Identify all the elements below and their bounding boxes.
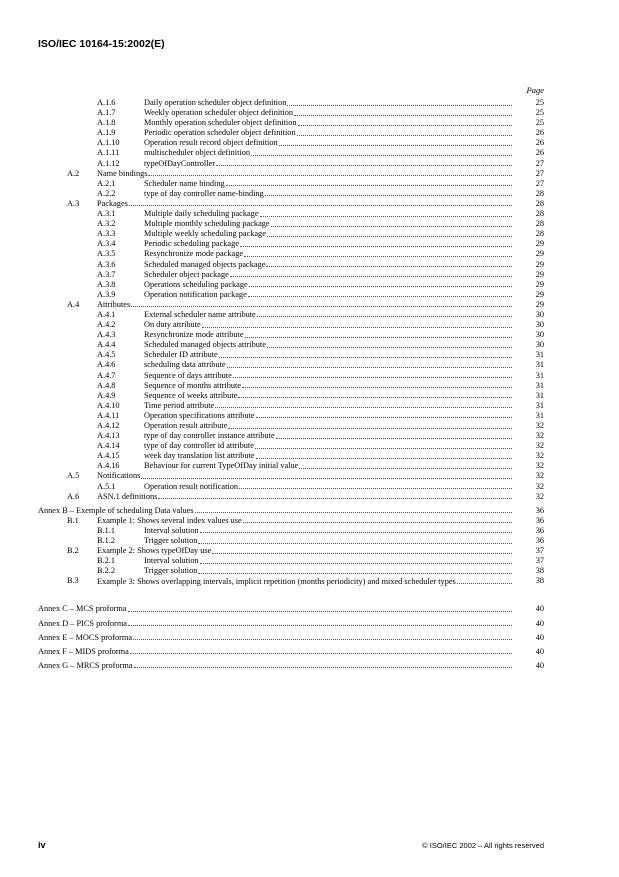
dot-leader xyxy=(212,553,512,554)
toc-entry-number: A.2.1 xyxy=(97,178,116,188)
toc-entry-page: 27 xyxy=(535,168,544,178)
toc-entry-title: Operation notification package xyxy=(144,289,247,299)
dot-leader xyxy=(248,296,512,297)
toc-entry-number: A.4.8 xyxy=(97,380,116,390)
toc-entry-number: A.2.2 xyxy=(97,188,116,198)
toc-entry[interactable] xyxy=(0,290,619,300)
toc-entry-number: A.1.6 xyxy=(97,98,116,107)
toc-entry-title: Sequence of weeks attribute xyxy=(144,390,238,400)
toc-entry[interactable] xyxy=(0,506,619,516)
dot-leader xyxy=(131,306,512,307)
toc-entry-page: 30 xyxy=(535,309,544,319)
dot-leader xyxy=(279,145,512,146)
toc-entry-title: Multiple weekly scheduling package xyxy=(144,229,266,239)
toc-entry[interactable] xyxy=(0,310,619,320)
toc-entry[interactable] xyxy=(0,199,619,209)
toc-entry-title: Weekly operation scheduler object definition xyxy=(144,108,294,118)
dot-leader xyxy=(240,246,512,247)
toc-entry-title: Example 3: Shows overlapping intervals, implicit repetition (months periodicity) and mixed scheduler types xyxy=(97,577,456,587)
toc-entry-title: Interval solution xyxy=(144,525,199,535)
toc-entry-page: 29 xyxy=(535,249,544,259)
toc-entry[interactable] xyxy=(0,516,619,526)
document-id: ISO/IEC 10164-15:2002(E) xyxy=(38,38,165,50)
toc-entry-number: A.3.2 xyxy=(97,219,116,229)
toc-entry-page: 37 xyxy=(535,556,544,566)
toc-entry-title: Annex F – MIDS proforma xyxy=(38,646,129,656)
dot-leader xyxy=(198,573,512,574)
toc-entry-page: 32 xyxy=(535,441,544,451)
toc-entry-page: 32 xyxy=(535,471,544,481)
toc-entry-title: Resynchronize mode package xyxy=(144,249,244,259)
toc-entry-number: B.3 xyxy=(67,576,79,586)
toc-entry[interactable] xyxy=(0,431,619,441)
toc-entry-page: 28 xyxy=(535,188,544,198)
toc-entry-number: A.1.11 xyxy=(97,148,120,158)
toc-entry-page: 26 xyxy=(535,138,544,148)
toc-entry-number: A.2 xyxy=(67,168,80,178)
toc-entry-page: 31 xyxy=(535,400,544,410)
toc-entry-number: A.4.13 xyxy=(97,431,120,441)
toc-entry-title: Annex G – MRCS proforma xyxy=(38,660,133,670)
toc-entry[interactable] xyxy=(0,169,619,179)
toc-entry[interactable] xyxy=(0,128,619,138)
dot-leader xyxy=(228,428,512,429)
toc-entry-number: A.1.9 xyxy=(97,128,116,138)
toc-entry-page: 37 xyxy=(535,546,544,556)
toc-entry-number: B.2 xyxy=(67,546,79,556)
toc-entry[interactable] xyxy=(0,411,619,421)
dot-leader xyxy=(215,407,512,408)
toc-entry-page: 30 xyxy=(535,320,544,330)
dot-leader xyxy=(230,276,512,277)
toc-entry-page: 32 xyxy=(535,461,544,471)
toc-entry-page: 40 xyxy=(535,632,544,642)
toc-entry-title: Annex E – MOCS proforma xyxy=(38,632,133,642)
toc-entry-title: Operations scheduling package xyxy=(144,279,248,289)
toc-entry-page: 25 xyxy=(535,98,544,107)
toc-entry-title: Operation specifications attribute xyxy=(144,410,255,420)
dot-leader xyxy=(200,532,512,533)
toc-entry-number: A.5 xyxy=(67,471,80,481)
toc-entry-number: B.1.1 xyxy=(97,525,115,535)
dot-leader xyxy=(195,512,512,513)
toc-entry-title: Periodic operation scheduler object definition xyxy=(144,128,296,138)
toc-entry-title: Annex C – MCS proforma xyxy=(38,604,127,614)
dot-leader xyxy=(265,195,512,196)
toc-entry-page: 28 xyxy=(535,219,544,229)
toc-entry[interactable] xyxy=(0,300,619,310)
toc-entry-number: A.3.1 xyxy=(97,209,116,219)
toc-entry-title: Daily operation scheduler object definition xyxy=(144,98,287,107)
dot-leader xyxy=(245,337,512,338)
dot-leader xyxy=(457,583,512,584)
toc-entry-page: 40 xyxy=(535,618,544,628)
toc-entry-page: 25 xyxy=(535,118,544,128)
toc-entry-number: A.4.3 xyxy=(97,330,116,340)
toc-entry-title: Scheduler ID attribute xyxy=(144,350,218,360)
toc-entry-title: On duty attribute xyxy=(144,320,201,330)
dot-leader xyxy=(238,397,512,398)
toc-entry-title: Notifications xyxy=(97,471,141,481)
dot-leader xyxy=(233,377,512,378)
toc-entry-number: B.1.2 xyxy=(97,536,115,546)
toc-entry[interactable] xyxy=(0,229,619,239)
toc-entry-number: A.6 xyxy=(67,491,80,501)
toc-entry-title: Monthly operation scheduler object definition xyxy=(144,118,297,128)
toc-entry-number: A.4.9 xyxy=(97,390,116,400)
toc-entry-number: B.2.2 xyxy=(97,566,115,576)
toc-entry-title: type of day controller name-binding xyxy=(144,188,264,198)
toc-entry[interactable] xyxy=(0,546,619,556)
toc-entry-title: type of day controller instance attribute xyxy=(144,431,275,441)
toc-entry[interactable] xyxy=(0,556,619,566)
toc-entry[interactable] xyxy=(0,661,619,671)
dot-leader xyxy=(227,367,512,368)
dot-leader xyxy=(239,488,512,489)
dot-leader xyxy=(219,357,512,358)
toc-entry[interactable] xyxy=(0,179,619,189)
dot-leader xyxy=(202,327,512,328)
toc-entry-page: 30 xyxy=(535,330,544,340)
toc-entry-number: A.3.4 xyxy=(97,239,116,249)
dot-leader xyxy=(249,286,512,287)
toc-entry-title: scheduling data attribute xyxy=(144,360,226,370)
toc-entry-page: 29 xyxy=(535,259,544,269)
toc-entry[interactable] xyxy=(0,526,619,536)
toc-entry[interactable] xyxy=(0,566,619,576)
dot-leader xyxy=(257,316,512,317)
toc-entry-page: 32 xyxy=(535,491,544,501)
toc-entry-number: A.3.3 xyxy=(97,229,116,239)
toc-entry-title: multischeduler object definition xyxy=(144,148,250,158)
toc-entry-number: A.1.10 xyxy=(97,138,120,148)
toc-entry[interactable] xyxy=(0,350,619,360)
toc-entry-number: A.1.7 xyxy=(97,108,116,118)
dot-leader xyxy=(134,667,513,668)
toc-entry-number: A.4.6 xyxy=(97,360,116,370)
dot-leader xyxy=(287,105,512,106)
toc-entry[interactable] xyxy=(0,536,619,546)
toc-entry-title: Annex D – PICS proforma xyxy=(38,618,127,628)
dot-leader xyxy=(276,438,512,439)
toc-entry-title: Trigger solution xyxy=(144,566,198,576)
toc-entry-page: 38 xyxy=(535,566,544,576)
page-column-label: Page xyxy=(526,85,544,95)
toc-entry-title: Sequence of days attribute xyxy=(144,370,232,380)
toc-entry-page: 36 xyxy=(535,505,544,515)
dot-leader xyxy=(141,478,512,479)
toc-entry-title: Scheduled managed objects package xyxy=(144,259,266,269)
dot-leader xyxy=(226,185,512,186)
toc-entry[interactable] xyxy=(0,98,619,108)
dot-leader xyxy=(243,522,512,523)
toc-entry-number: A.4.4 xyxy=(97,340,116,350)
toc-entry-page: 32 xyxy=(535,481,544,491)
toc-entry-page: 31 xyxy=(535,370,544,380)
toc-entry[interactable] xyxy=(0,189,619,199)
toc-entry-number: A.3.5 xyxy=(97,249,116,259)
toc-entry-page: 29 xyxy=(535,269,544,279)
toc-entry-number: A.3.7 xyxy=(97,269,116,279)
toc-entry[interactable] xyxy=(0,249,619,259)
toc-entry-number: A.4 xyxy=(67,299,80,309)
toc-entry[interactable] xyxy=(0,360,619,370)
toc-entry[interactable] xyxy=(0,619,619,629)
dot-leader xyxy=(271,226,512,227)
dot-leader xyxy=(200,563,512,564)
toc-entry-number: A.1.12 xyxy=(97,158,120,168)
toc-entry-page: 27 xyxy=(535,158,544,168)
dot-leader xyxy=(266,266,512,267)
toc-entry-page: 31 xyxy=(535,410,544,420)
toc-entry-number: A.4.5 xyxy=(97,350,116,360)
dot-leader xyxy=(242,387,512,388)
toc-entry-number: A.3.9 xyxy=(97,289,116,299)
toc-entry-page: 36 xyxy=(535,525,544,535)
toc-entry[interactable] xyxy=(0,209,619,219)
toc-entry[interactable] xyxy=(0,441,619,451)
toc-entry[interactable] xyxy=(0,260,619,270)
toc-entry[interactable] xyxy=(0,371,619,381)
toc-entry[interactable] xyxy=(0,633,619,643)
toc-entry-number: A.5.1 xyxy=(97,481,116,491)
dot-leader xyxy=(267,347,512,348)
toc-entry-number: A.3.8 xyxy=(97,279,116,289)
toc-entry-title: ASN.1 definitions xyxy=(97,491,158,501)
toc-entry-title: Operation result notification xyxy=(144,481,239,491)
toc-entry-number: A.4.14 xyxy=(97,441,120,451)
toc-entry[interactable] xyxy=(0,219,619,229)
toc-entry[interactable] xyxy=(0,421,619,431)
dot-leader xyxy=(299,468,512,469)
toc-entry-title: Name bindings xyxy=(97,168,148,178)
toc-entry[interactable] xyxy=(0,330,619,340)
toc-entry-number: A.4.11 xyxy=(97,410,120,420)
toc-entry-title: Annex B – Exemple of scheduling Data values xyxy=(38,505,194,515)
toc-entry[interactable] xyxy=(0,148,619,158)
dot-leader xyxy=(244,256,512,257)
toc-entry-page: 31 xyxy=(535,390,544,400)
toc-entry-title: Example 2: Shows typeOfDay use xyxy=(97,546,212,556)
toc-entry-page: 40 xyxy=(535,660,544,670)
toc-entry-title: Resynchronize mode attribute xyxy=(144,330,244,340)
toc-entry[interactable] xyxy=(0,492,619,502)
toc-entry-page: 31 xyxy=(535,350,544,360)
toc-entry-title: External scheduler name attribute xyxy=(144,309,256,319)
toc-entry-number: A.4.7 xyxy=(97,370,116,380)
dot-leader xyxy=(216,165,512,166)
toc-entry-title: Interval solution xyxy=(144,556,199,566)
toc-entry-page: 31 xyxy=(535,380,544,390)
toc-entry[interactable] xyxy=(0,471,619,481)
toc-entry[interactable] xyxy=(0,482,619,492)
toc-entry-title: Scheduled managed objects attribute xyxy=(144,340,266,350)
toc-entry-page: 28 xyxy=(535,229,544,239)
toc-entry[interactable] xyxy=(0,159,619,169)
toc-entry[interactable] xyxy=(0,239,619,249)
toc-entry-page: 38 xyxy=(535,576,544,586)
toc-entry-page: 32 xyxy=(535,421,544,430)
toc-entry-page: 40 xyxy=(535,646,544,656)
dot-leader xyxy=(294,115,512,116)
toc-entry-page: 40 xyxy=(535,604,544,614)
toc-entry-page: 30 xyxy=(535,340,544,350)
dot-leader xyxy=(129,205,512,206)
toc-entry-title: Packages xyxy=(97,198,128,208)
toc-entry[interactable] xyxy=(0,118,619,128)
toc-entry-title: Operation result record object definition xyxy=(144,138,278,148)
table-of-contents xyxy=(0,98,619,671)
dot-leader xyxy=(255,448,512,449)
dot-leader xyxy=(128,625,512,626)
toc-entry[interactable] xyxy=(0,320,619,330)
dot-leader xyxy=(133,639,512,640)
toc-entry-number: A.4.12 xyxy=(97,421,120,430)
toc-entry[interactable] xyxy=(0,280,619,290)
toc-entry[interactable] xyxy=(0,270,619,280)
toc-entry-page: 26 xyxy=(535,148,544,158)
dot-leader xyxy=(198,543,512,544)
dot-leader xyxy=(128,611,513,612)
toc-entry-title: Attributes xyxy=(97,299,131,309)
toc-entry-number: B.1 xyxy=(67,515,79,525)
toc-entry-title: Sequence of months attribute xyxy=(144,380,242,390)
toc-entry-page: 32 xyxy=(535,451,544,461)
toc-entry-page: 29 xyxy=(535,279,544,289)
toc-entry-number: B.2.1 xyxy=(97,556,115,566)
toc-entry-number: A.3.6 xyxy=(97,259,116,269)
toc-entry[interactable] xyxy=(0,381,619,391)
toc-entry-title: Operation result attribute xyxy=(144,421,228,430)
toc-entry-title: Multiple monthly scheduling package xyxy=(144,219,270,229)
toc-entry-page: 29 xyxy=(535,299,544,309)
toc-entry[interactable] xyxy=(0,461,619,471)
dot-leader xyxy=(298,125,512,126)
toc-entry-title: Example 1: Shows several index values use xyxy=(97,515,242,525)
toc-entry-page: 26 xyxy=(535,128,544,138)
toc-entry-number: A.3 xyxy=(67,198,80,208)
dot-leader xyxy=(148,175,512,176)
toc-entry-page: 25 xyxy=(535,108,544,118)
toc-entry[interactable] xyxy=(0,604,619,614)
toc-entry-page: 36 xyxy=(535,536,544,546)
toc-entry[interactable] xyxy=(0,108,619,118)
toc-entry-title: Time period attribute xyxy=(144,400,215,410)
toc-entry-page: 31 xyxy=(535,360,544,370)
toc-entry-title: Multiple daily scheduling package xyxy=(144,209,259,219)
toc-entry-title: week day translation list attribute xyxy=(144,451,255,461)
toc-entry[interactable] xyxy=(0,647,619,657)
dot-leader xyxy=(251,155,512,156)
toc-entry-page: 29 xyxy=(535,289,544,299)
page-number: iv xyxy=(38,840,46,850)
toc-entry-page: 28 xyxy=(535,198,544,208)
dot-leader xyxy=(256,458,512,459)
toc-entry-title: typeOfDayController xyxy=(144,158,215,168)
toc-entry-title: Scheduler object package xyxy=(144,269,229,279)
toc-entry-number: A.4.2 xyxy=(97,320,116,330)
toc-entry-number: A.4.10 xyxy=(97,400,120,410)
toc-entry[interactable] xyxy=(0,391,619,401)
dot-leader xyxy=(130,653,512,654)
toc-entry-page: 28 xyxy=(535,209,544,219)
toc-entry-title: Trigger solution xyxy=(144,536,198,546)
toc-entry-title: Behaviour for current TypeOfDay initial value xyxy=(144,461,299,471)
dot-leader xyxy=(267,236,512,237)
dot-leader xyxy=(297,135,512,136)
toc-entry-page: 32 xyxy=(535,431,544,441)
toc-entry[interactable] xyxy=(0,138,619,148)
toc-entry-title: Scheduler name binding xyxy=(144,178,225,188)
toc-entry-page: 36 xyxy=(535,515,544,525)
toc-entry-title: type of day controller id attribute xyxy=(144,441,254,451)
toc-entry-number: A.4.16 xyxy=(97,461,120,471)
toc-entry-page: 29 xyxy=(535,239,544,249)
dot-leader xyxy=(158,498,512,499)
toc-entry-number: A.4.1 xyxy=(97,309,116,319)
toc-entry-number: A.1.8 xyxy=(97,118,116,128)
toc-entry-page: 27 xyxy=(535,178,544,188)
toc-entry[interactable] xyxy=(0,340,619,350)
copyright-notice: © ISO/IEC 2002 – All rights reserved xyxy=(422,841,544,850)
dot-leader xyxy=(256,417,512,418)
dot-leader xyxy=(260,216,512,217)
toc-entry-number: A.4.15 xyxy=(97,451,120,461)
toc-entry-title: Periodic scheduling package xyxy=(144,239,239,249)
toc-entry[interactable] xyxy=(0,401,619,411)
toc-entry[interactable] xyxy=(0,576,619,600)
toc-entry[interactable] xyxy=(0,451,619,461)
